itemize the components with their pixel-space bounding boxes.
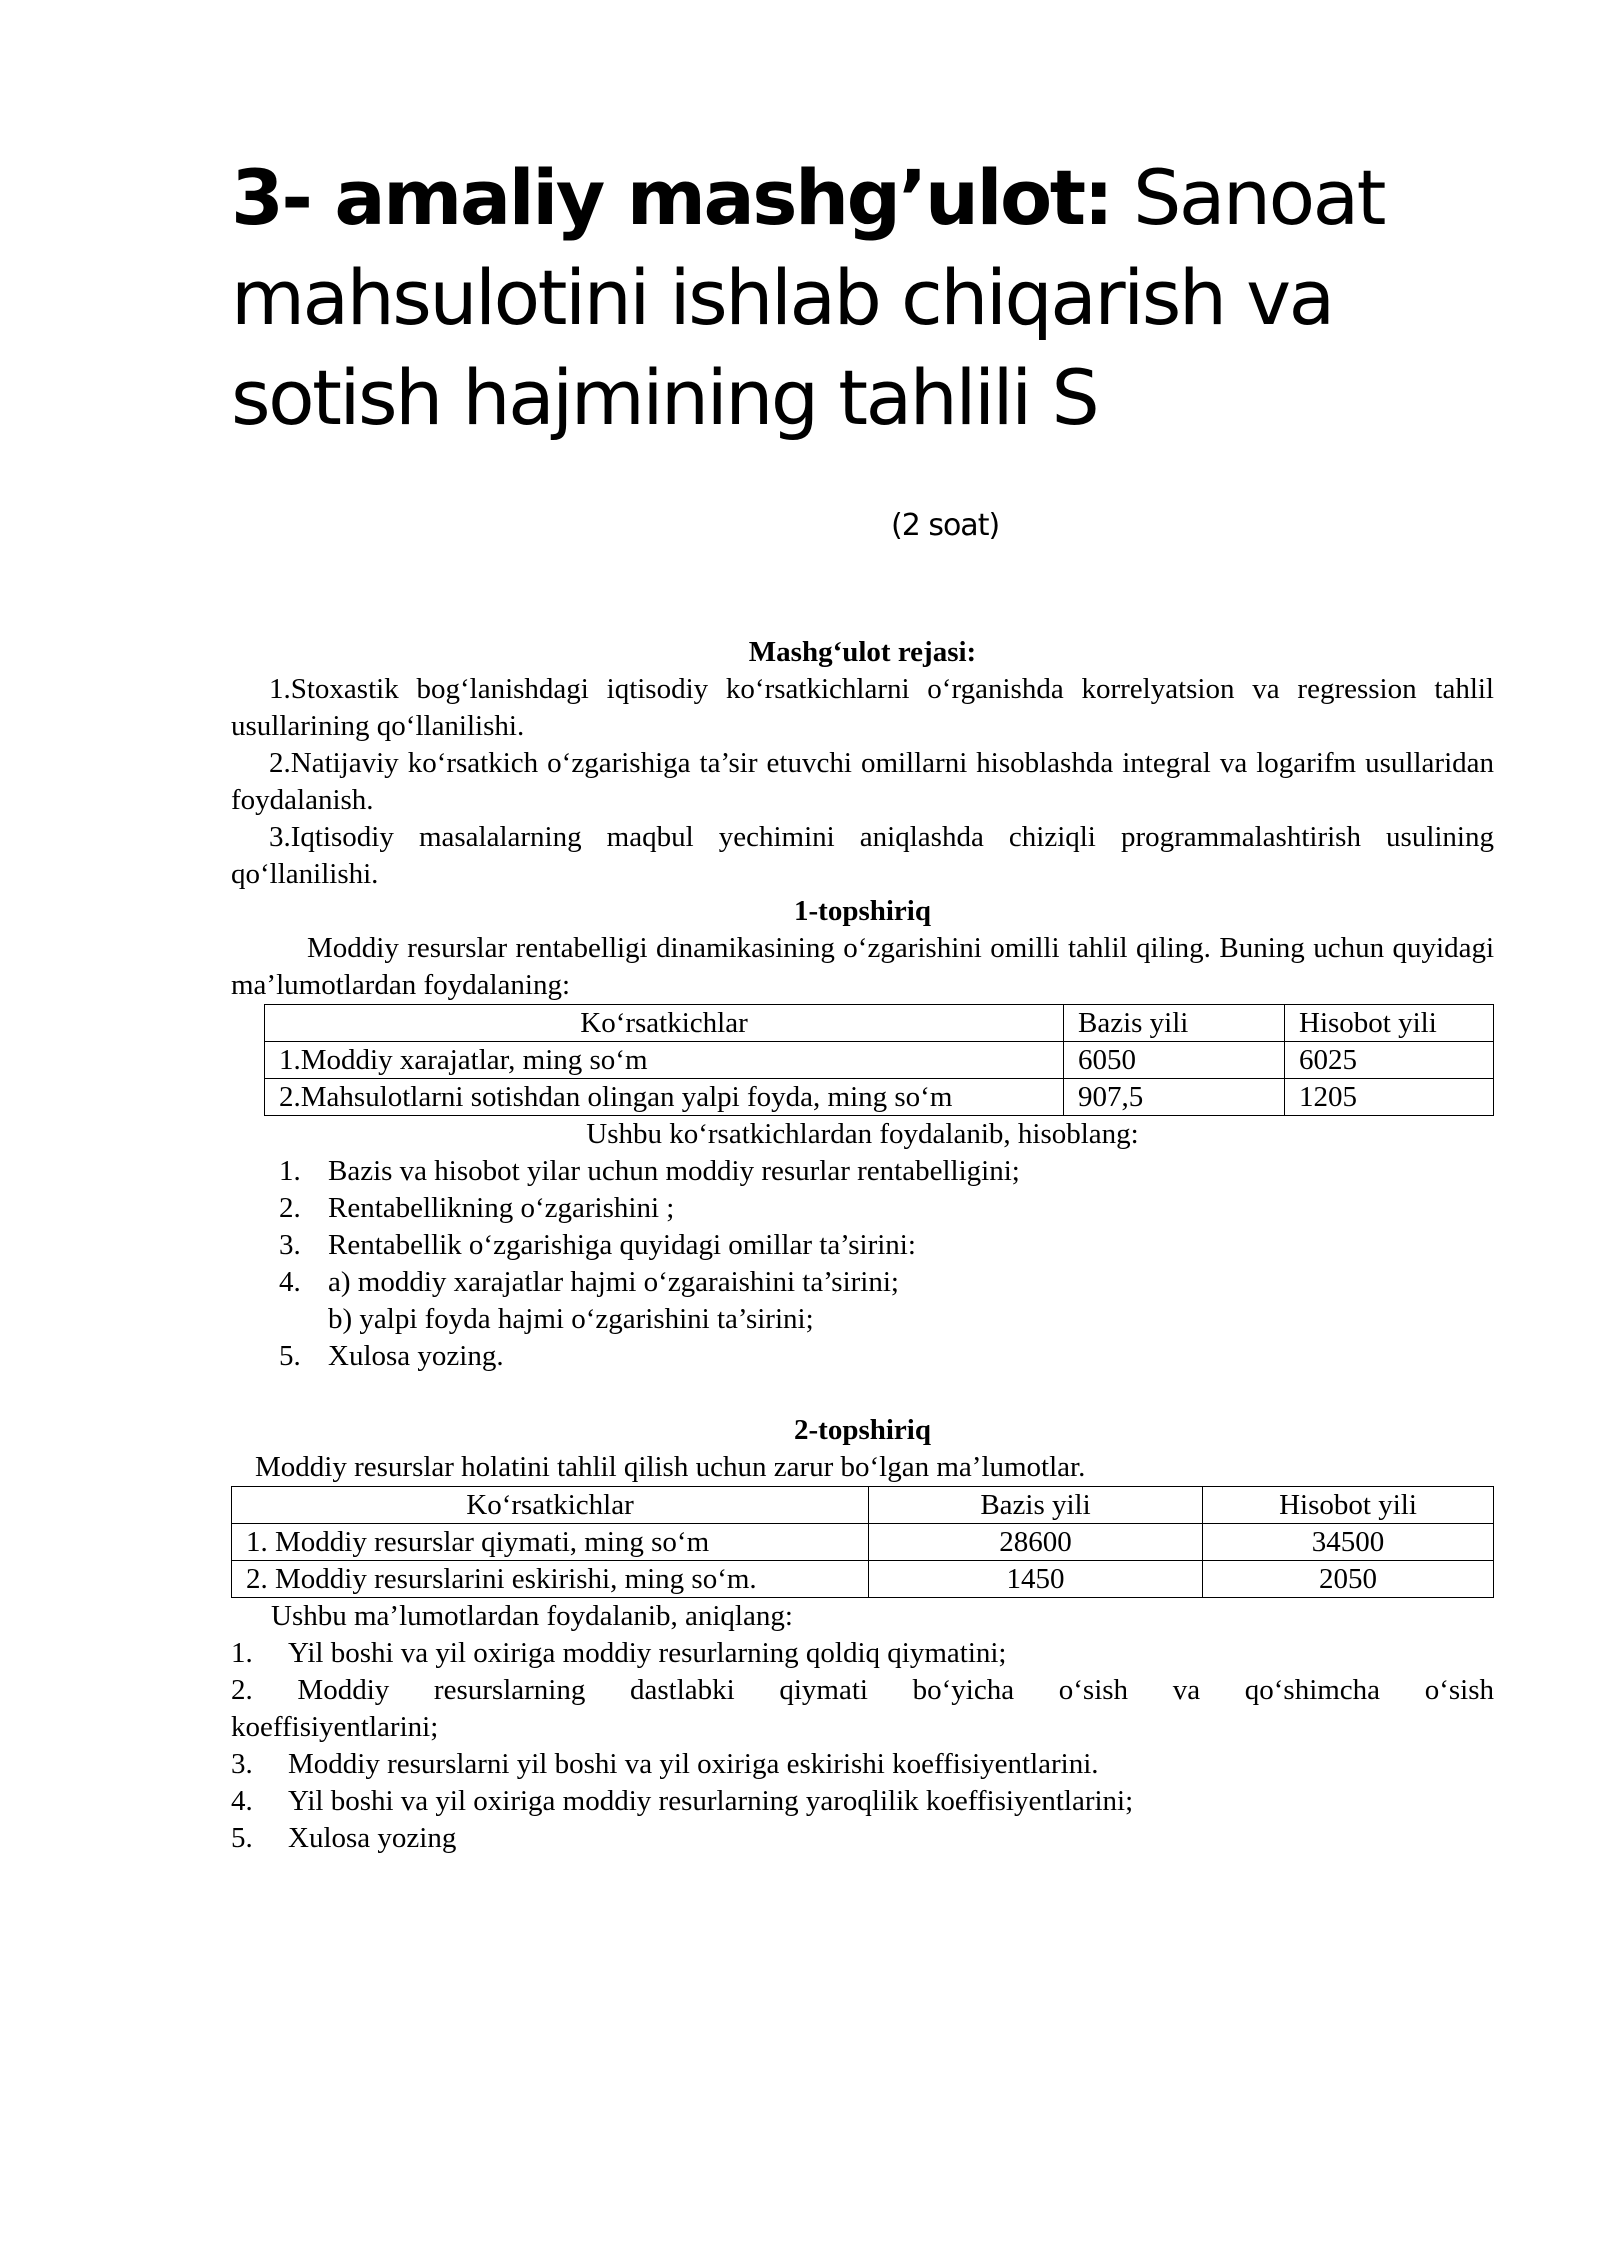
list-number: 4. xyxy=(231,1785,253,1817)
task2-intro: Moddiy resurslar holatini tahlil qilish uchun zarur bo‘lgan ma’lumotlar. xyxy=(255,1451,1086,1483)
table-cell: 1.Moddiy xarajatlar, ming so‘m xyxy=(265,1042,1064,1079)
table-header-row xyxy=(232,1487,1494,1524)
plan-item-2: 2.Natijaviy ko‘rsatkich o‘zgarishiga ta’sir etuvchi omillarni hisoblashda integral va logarifm usullaridan foydalanish. xyxy=(231,747,1494,816)
hours-label: (2 soat) xyxy=(891,508,1000,543)
table-header-cell: Ko‘rsatkichlar xyxy=(232,1487,869,1524)
title-bold-part: 3- amaliy mashg’ulot: xyxy=(231,153,1112,242)
list-item xyxy=(231,1190,1494,1227)
table-row xyxy=(265,1042,1494,1079)
list-text: Moddiy resurslarning dastlabki qiymati bo‘yicha o‘sish va qo‘shimcha o‘sish koeffisiyentlarini; xyxy=(231,1674,1494,1743)
list-number: 2. xyxy=(231,1674,253,1706)
list-item xyxy=(231,1783,1494,1820)
page-title xyxy=(231,148,1494,448)
table-cell: 907,5 xyxy=(1064,1079,1285,1116)
document-body xyxy=(231,634,1494,1857)
table-header-row xyxy=(265,1005,1494,1042)
task1-list xyxy=(231,1153,1494,1375)
task1-table xyxy=(264,1004,1494,1116)
list-item xyxy=(231,1338,1494,1375)
list-number: 3. xyxy=(231,1748,253,1780)
list-item xyxy=(231,1264,1494,1301)
list-number: 2. xyxy=(279,1192,301,1224)
list-text: Xulosa yozing xyxy=(288,1822,457,1854)
list-number: 1. xyxy=(279,1155,301,1187)
list-number: 1. xyxy=(231,1637,253,1669)
list-text: Rentabellikning o‘zgarishini ; xyxy=(328,1192,675,1224)
plan-item-3: 3.Iqtisodiy masalalarning maqbul yechimini aniqlashda chiziqli programmalashtirish usulining qo‘llanilishi. xyxy=(231,821,1494,890)
list-number: 4. xyxy=(279,1266,301,1298)
table-cell: 28600 xyxy=(869,1524,1203,1561)
table-row xyxy=(265,1079,1494,1116)
table-row xyxy=(232,1561,1494,1598)
list-item xyxy=(231,1672,1494,1746)
list-number: 5. xyxy=(231,1822,253,1854)
table-cell: 6050 xyxy=(1064,1042,1285,1079)
table-cell: 1450 xyxy=(869,1561,1203,1598)
list-item xyxy=(231,1820,1494,1857)
table-cell: 6025 xyxy=(1285,1042,1494,1079)
table-header-cell: Hisobot yili xyxy=(1203,1487,1494,1524)
table-cell: 34500 xyxy=(1203,1524,1494,1561)
task1-after-text: Ushbu ko‘rsatkichlardan foydalanib, hisoblang: xyxy=(586,1118,1139,1150)
list-text: Yil boshi va yil oxiriga moddiy resurlarning qoldiq qiymatini; xyxy=(288,1637,1007,1669)
table-cell: 2.Mahsulotlarni sotishdan olingan yalpi foyda, ming so‘m xyxy=(265,1079,1064,1116)
list-text: Moddiy resurslarni yil boshi va yil oxiriga eskirishi koeffisiyentlarini. xyxy=(288,1748,1099,1780)
list-item xyxy=(231,1227,1494,1264)
task2-heading: 2-topshiriq xyxy=(794,1414,931,1446)
spacer xyxy=(231,1375,1494,1412)
table-cell: 1205 xyxy=(1285,1079,1494,1116)
list-text: Rentabellik o‘zgarishiga quyidagi omillar ta’sirini: xyxy=(328,1229,916,1261)
list-text: Bazis va hisobot yilar uchun moddiy resurlar rentabelligini; xyxy=(328,1155,1020,1187)
table-header-cell: Bazis yili xyxy=(869,1487,1203,1524)
list-text: Yil boshi va yil oxiriga moddiy resurlarning yaroqlilik koeffisiyentlarini; xyxy=(288,1785,1134,1817)
list-text: Xulosa yozing. xyxy=(328,1340,504,1372)
list-number: 5. xyxy=(279,1340,301,1372)
task2-after-text: Ushbu ma’lumotlardan foydalanib, aniqlang: xyxy=(271,1600,793,1632)
plan-heading: Mashg‘ulot rejasi: xyxy=(748,636,977,668)
task2-list xyxy=(231,1635,1494,1857)
table-cell: 2. Moddiy resurslarini eskirishi, ming so‘m. xyxy=(232,1561,869,1598)
list-item xyxy=(231,1301,1494,1338)
list-number: 3. xyxy=(279,1229,301,1261)
list-text: b) yalpi foyda hajmi o‘zgarishini ta’sirini; xyxy=(328,1303,814,1335)
task2-table xyxy=(231,1486,1494,1598)
table-row xyxy=(232,1524,1494,1561)
table-header-cell: Hisobot yili xyxy=(1285,1005,1494,1042)
plan-item-1: 1.Stoxastik bog‘lanishdagi iqtisodiy ko‘rsatkichlarni o‘rganishda korrelyatsion va regression tahlil usullarining qo‘llanilishi. xyxy=(231,673,1494,742)
list-item xyxy=(231,1635,1494,1672)
table-header-cell: Ko‘rsatkichlar xyxy=(265,1005,1064,1042)
list-item xyxy=(231,1153,1494,1190)
list-item xyxy=(231,1746,1494,1783)
task1-heading: 1-topshiriq xyxy=(794,895,931,927)
list-text: a) moddiy xarajatlar hajmi o‘zgaraishini ta’sirini; xyxy=(328,1266,899,1298)
table-cell: 1. Moddiy resurslar qiymati, ming so‘m xyxy=(232,1524,869,1561)
table-cell: 2050 xyxy=(1203,1561,1494,1598)
task1-intro: Moddiy resurslar rentabelligi dinamikasining o‘zgarishini omilli tahlil qiling. Buning uchun quyidagi ma’lumotlardan foydalaning: xyxy=(231,932,1494,1001)
title-rest: Sanoat mahsulotini ishlab chiqarish va sotish hajmining tahlili S xyxy=(231,153,1384,442)
table-header-cell: Bazis yili xyxy=(1064,1005,1285,1042)
